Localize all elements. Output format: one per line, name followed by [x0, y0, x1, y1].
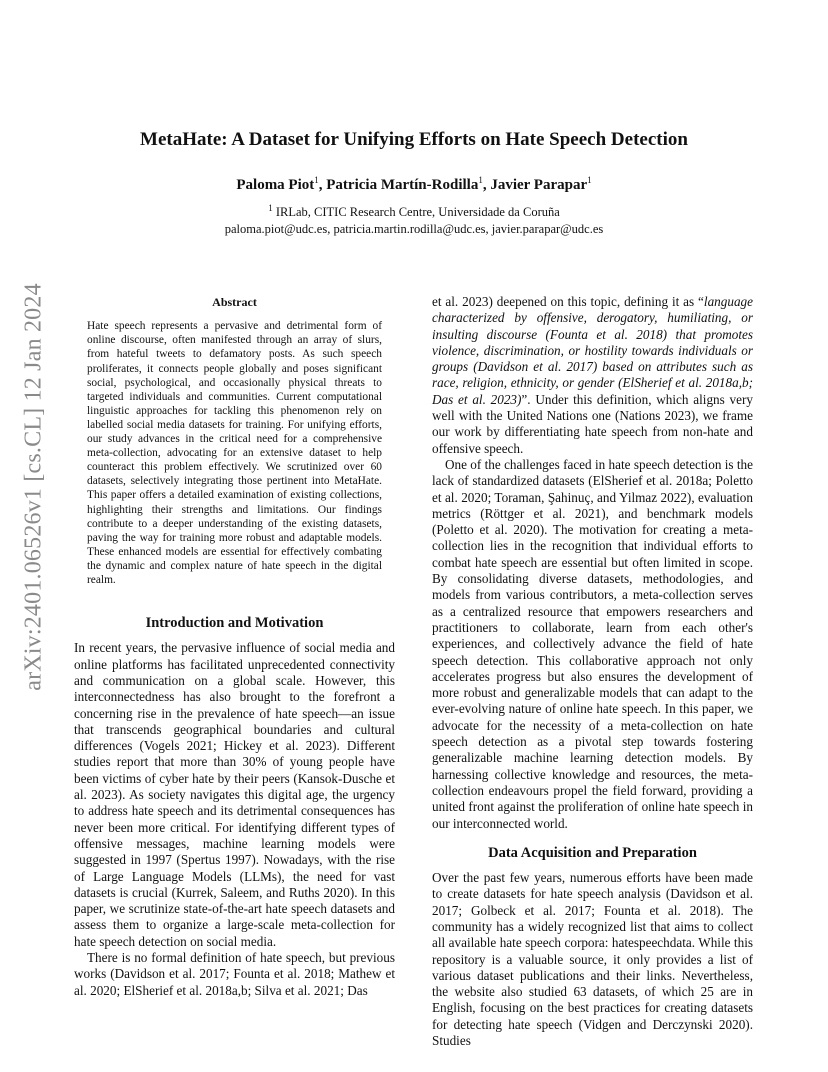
- right-column: [432, 294, 753, 1049]
- intro-paragraph-3: One of the challenges faced in hate speech detection is the lack of standardized datasets (ElSherief et al. 2018a; Poletto et al. 2020; Toraman, Şahinuç, and Yilmaz 2022), evaluation metrics (Röttger et al. 2021), and benchmark models (Poletto et al. 2020). The motivation for creating a meta-collection lies in the recognition that individual efforts to combat hate speech are essential but often limited in scope. By consolidating diverse datasets, methodologies, and models from various contributors, a meta-collection serves as a centralized resource that empowers researchers and practitioners to collaborate, learn from each other's experiences, and collectively advance the field of hate speech detection. This collaborative approach not only accelerates progress but also ensures the development of more robust and generalizable models that can adapt to the ever-evolving nature of online hate speech. In this paper, we advocate for the necessity of a meta-collection on hate speech detection as a pivotal step towards fostering generalizable machine learning detection models. By harnessing collective knowledge and resources, the meta-collection endeavours propel the field forward, providing a united front against the proliferation of online hate speech in our interconnected world.: [432, 456, 753, 831]
- intro-paragraph-2-continued: [432, 294, 753, 457]
- arxiv-identifier: arXiv:2401.06526v1 [cs.CL] 12 Jan 2024: [20, 283, 47, 691]
- left-column: [74, 294, 395, 999]
- author-affiliation-mark: 1: [478, 175, 483, 185]
- affiliation-block: [0, 200, 828, 238]
- author-affiliation-mark: 1: [587, 175, 592, 185]
- affiliation-mark: 1: [268, 203, 273, 213]
- hate-speech-definition-quote: language characterized by offensive, derogatory, humiliating, or insulting discourse (Founta et al. 2018) that promotes violence, discrimination, or hostility towards individuals or groups (Davidson et al. 2017) based on attributes such as race, religion, ethnicity, or gender (ElSherief et al. 2018a,b; Das et al. 2023): [432, 294, 753, 407]
- intro-paragraph-1: In recent years, the pervasive influence of social media and online platforms has facilitated unprecedented connectivity and communication on a global scale. However, this interconnectedness has also brought to the forefront a concerning rise in the prevalence of hate speech—an issue that transcends geographical boundaries and cultural differences (Vogels 2021; Hickey et al. 2023). Different studies report that more than 30% of young people have been victims of cyber hate by their peers (Kansok-Dusche et al. 2023). As society navigates this digital age, the urgency to address hate speech and its detrimental consequences has never been more critical. For identifying different types of offensive messages, machine learning models were suggested in 1997 (Spertus 1997). Nowadays, with the rise of Large Language Models (LLMs), the need for vast datasets is crucial (Kurrek, Saleem, and Ruths 2020). In this paper, we scrutinize state-of-the-art hate speech datasets and assess them to organize a large-scale meta-collection for hate speech detection on social media.: [74, 640, 395, 949]
- paper-title: MetaHate: A Dataset for Unifying Efforts on Hate Speech Detection: [140, 129, 688, 150]
- definition-lead-in: et al. 2023) deepened on this topic, defining it as “: [432, 294, 704, 309]
- affiliation-name: IRLab, CITIC Research Centre, Universidade da Coruña: [275, 205, 560, 220]
- author-name: Javier Parapar: [490, 177, 588, 193]
- author-name: Patricia Martín-Rodilla: [326, 177, 479, 193]
- author-name: Paloma Piot: [236, 177, 315, 193]
- abstract-text: Hate speech represents a pervasive and detrimental form of online discourse, often manifested through an array of slurs, from hateful tweets to defamatory posts. As such speech proliferates, it connects people globally and poses significant social, psychological, and occasionally physical threats to targeted individuals and communities. Current computational linguistic approaches for tackling this phenomenon rely on labelled social media datasets for training. For unifying efforts, our study advances in the critical need for a comprehensive meta-collection, advocating for an extensive dataset to help counteract this problem effectively. We scrutinized over 60 datasets, selectively integrating those pertinent into MetaHate. This paper offers a detailed examination of existing collections, highlighting their strengths and limitations. Our findings contribute to a deeper understanding of the existing datasets, paving the way for training more robust and adaptable models. These enhanced models are essential for effectively combating the dynamic and complex nature of hate speech in the digital realm.: [87, 320, 382, 586]
- author-list: Paloma Piot$^1$, Patricia Martín-Rodilla$^1$, Javier Parapar$^1$: [236, 175, 592, 193]
- intro-paragraph-2: There is no formal definition of hate speech, but previous works (Davidson et al. 2017; Founta et al. 2018; Mathew et al. 2020; ElSherief et al. 2018a,b; Silva et al. 2021; Das: [74, 950, 395, 998]
- definition-follow-up: ”. Under this definition, which aligns very well with the United Nations one (Nations 2023), we frame our work by differentiating hate speech from non-hate and offensive speech.: [432, 391, 753, 456]
- affiliation-line: [0, 200, 828, 221]
- abstract-heading: Abstract: [212, 295, 257, 309]
- author-emails: paloma.piot@udc.es, patricia.martin.rodilla@udc.es, javier.parapar@udc.es: [224, 222, 604, 237]
- section-heading-data-acquisition: Data Acquisition and Preparation: [488, 844, 697, 861]
- section-heading-introduction: Introduction and Motivation: [145, 615, 324, 632]
- arxiv-sidebar: [18, 283, 50, 691]
- author-affiliation-mark: 1: [314, 175, 319, 185]
- data-paragraph-1: Over the past few years, numerous efforts have been made to create datasets for hate speech analysis (Davidson et al. 2017; Golbeck et al. 2017; Founta et al. 2018). The community has a widely recognized list that aims to collect all available hate speech corpora: hatespeechdata. While this repository is a valuable source, it only provides a list of various dataset publications and their links. Nevertheless, the website also studied 63 datasets, of which 25 are in English, focusing on the best practices for creating datasets for detecting hate speech (Vidgen and Derczynski 2020). Studies: [432, 870, 753, 1049]
